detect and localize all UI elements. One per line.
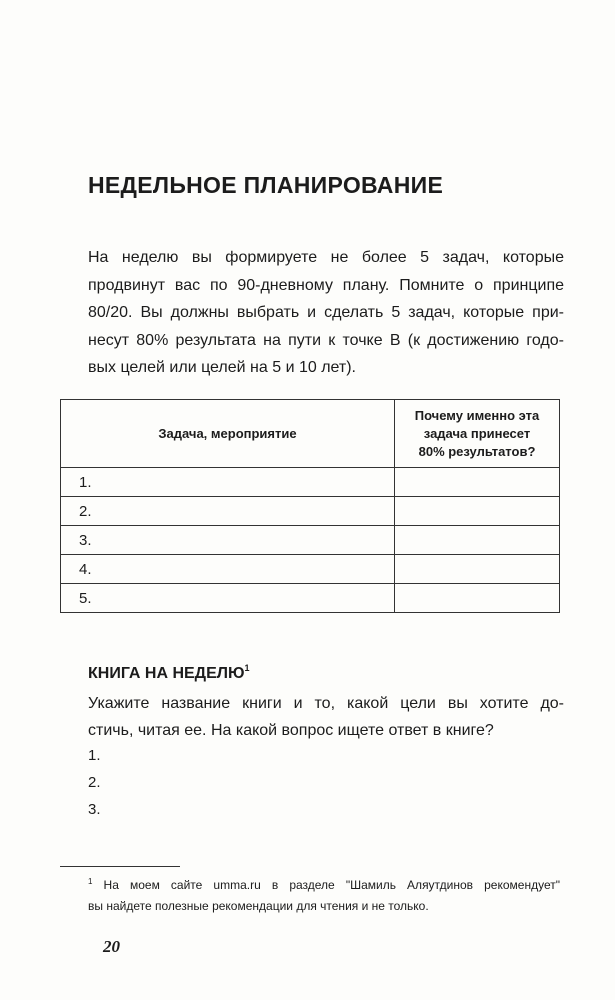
footnote-mark: 1 [88,877,93,886]
book-title-text: КНИГА НА НЕДЕЛЮ [88,665,245,682]
header-why-line: 80% результатов? [418,443,536,459]
task-why-cell[interactable] [395,468,560,497]
task-number: 1. [61,468,395,497]
header-task: Задача, мероприятие [61,400,395,468]
task-why-cell[interactable] [395,497,560,526]
list-item: 1. [88,747,101,764]
footnote-divider [60,866,180,867]
book-text-line: Укажите название книги и то, какой цели вы хотите до- [88,695,564,712]
task-why-cell[interactable] [395,555,560,584]
book-instructions [88,690,564,744]
page-number: 20 [103,937,120,956]
table-header-row [61,400,560,468]
page-title: НЕДЕЛЬНОЕ ПЛАНИРОВАНИЕ [88,172,444,198]
table-row [61,497,560,526]
task-number: 3. [61,526,395,555]
header-why [395,400,560,468]
header-why-line: Почему именно эта [414,407,540,423]
table-row [61,468,560,497]
task-number: 5. [61,584,395,613]
intro-line: вых целей или целей на 5 и 10 лет). [88,359,356,376]
book-text-line: стичь, читая ее. На какой вопрос ищете ответ в книге? [88,722,494,739]
task-number: 4. [61,555,395,584]
book-list [88,742,101,823]
intro-line: продвинут вас по 90-дневному плану. Помните о принципе [88,276,564,294]
table-row [61,526,560,555]
task-why-cell[interactable] [395,584,560,613]
footnote-line [88,871,560,896]
table-row [61,555,560,584]
footnote [88,871,560,917]
task-why-cell[interactable] [395,526,560,555]
footnote-ref: 1 [244,663,250,673]
intro-line: несут 80% результата на пути к точке В (к достижению годо- [88,331,564,349]
footnote-text: На моем сайте umma.ru в разделе "Шамиль Аляутдинов рекомендует" [103,878,560,892]
footnote-line: вы найдете полезные рекомендации для чтения и не только. [88,899,429,913]
intro-paragraph [88,244,564,382]
intro-line: На неделю вы формируете не более 5 задач, которые [88,249,564,266]
list-item: 3. [88,801,101,818]
book-section-title [88,663,249,683]
intro-line: 80/20. Вы должны выбрать и сделать 5 задач, которые при- [88,304,564,321]
task-number: 2. [61,497,395,526]
weekly-tasks-table [60,399,560,613]
header-why-line: задача принесет [423,425,531,441]
list-item: 2. [88,774,101,791]
table-row [61,584,560,613]
